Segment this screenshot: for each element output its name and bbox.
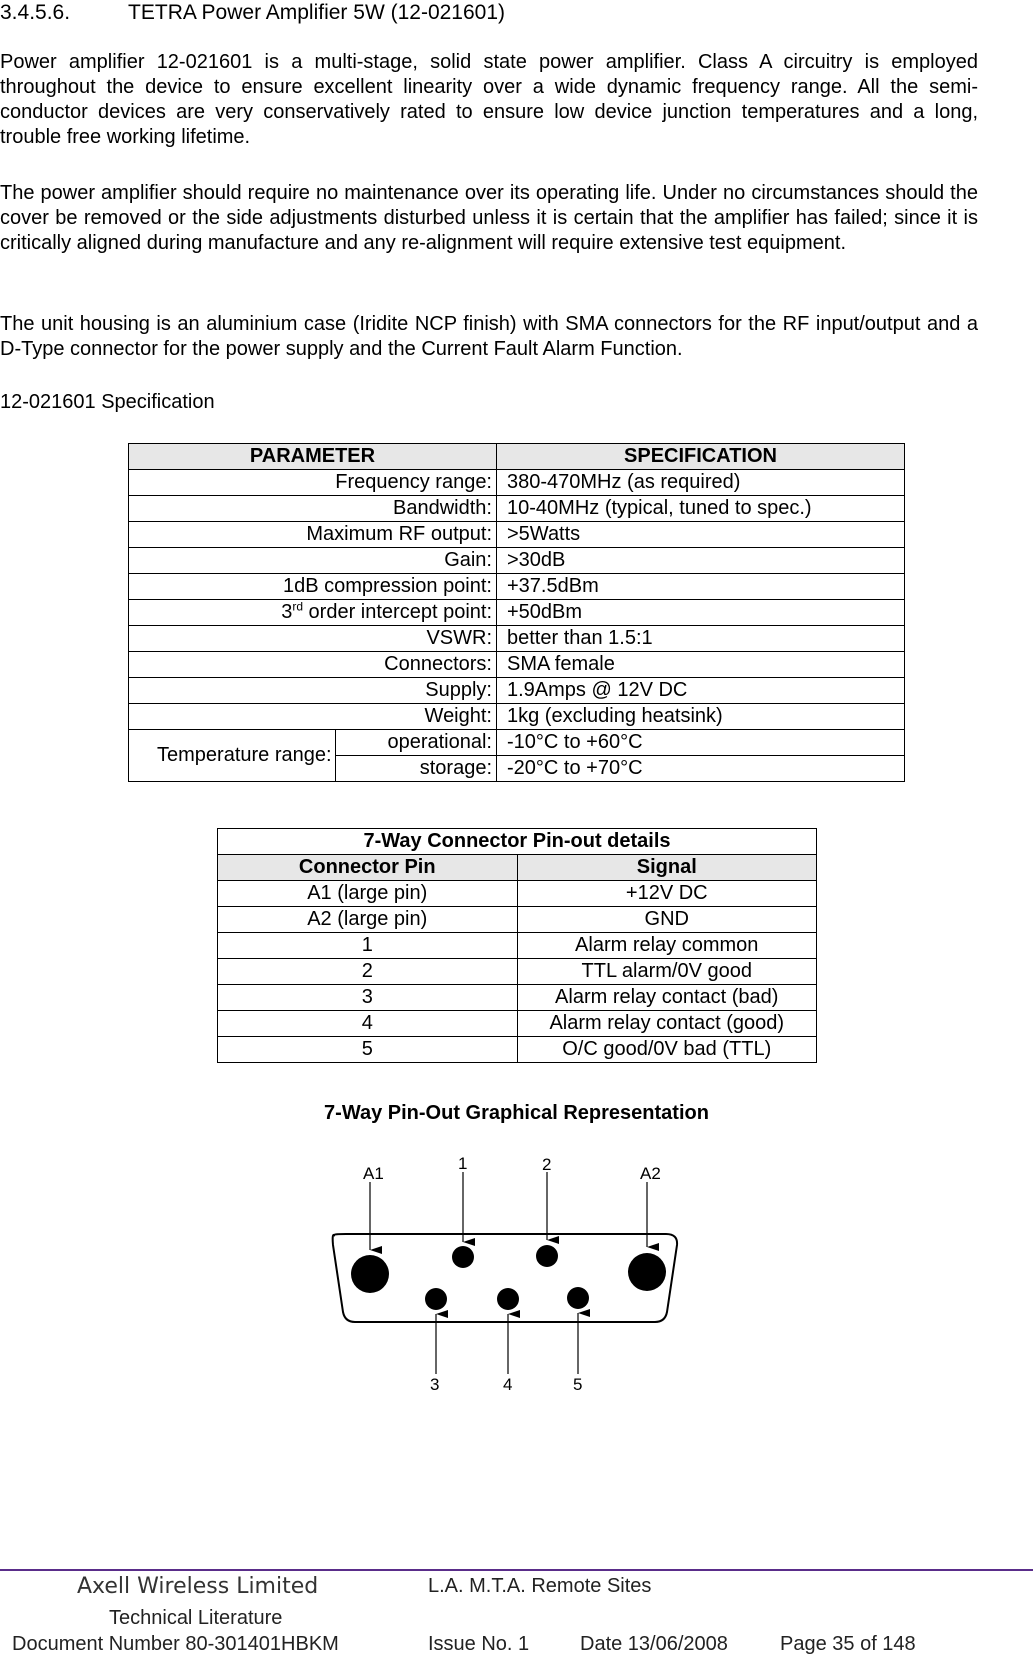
spec-value: 380-470MHz (as required) xyxy=(497,470,905,496)
spec-row xyxy=(129,678,905,704)
spec-param: Weight: xyxy=(129,704,497,730)
pinout-pin: 2 xyxy=(218,959,518,985)
pinout-title-row xyxy=(218,829,817,855)
footer-site: L.A. M.T.A. Remote Sites xyxy=(428,1575,652,1597)
pinout-row xyxy=(218,1011,817,1037)
section-title: TETRA Power Amplifier 5W (12-021601) xyxy=(128,1,506,24)
pinout-row xyxy=(218,881,817,907)
spec-value: 10-40MHz (typical, tuned to spec.) xyxy=(497,496,905,522)
temperature-storage-label: storage: xyxy=(335,756,496,782)
spec-value: >30dB xyxy=(497,548,905,574)
pin-1 xyxy=(452,1246,474,1268)
paragraph-maintenance: The power amplifier should require no maintenance over its operating life. Under no circumstances should the cover be removed or the side adjustments disturbed unless it is certain that the amplifier has failed; since it is critically aligned during manufacture and any re-alignment will require extensive test equipment. xyxy=(0,182,978,254)
pinout-signal: TTL alarm/0V good xyxy=(517,959,817,985)
spec-row-temperature-operational xyxy=(129,730,905,756)
spec-row xyxy=(129,522,905,548)
spec-value: 1.9Amps @ 12V DC xyxy=(497,678,905,704)
spec-row xyxy=(129,626,905,652)
pinout-row xyxy=(218,1037,817,1063)
graphic-title: 7-Way Pin-Out Graphical Representation xyxy=(324,1102,709,1124)
pinout-table xyxy=(217,828,817,1063)
pinout-signal: Alarm relay contact (good) xyxy=(517,1011,817,1037)
footer-doc-number: Document Number 80-301401HBKM xyxy=(12,1633,339,1655)
spec-value: better than 1.5:1 xyxy=(497,626,905,652)
pin-a2 xyxy=(628,1253,666,1291)
spec-value: 1kg (excluding heatsink) xyxy=(497,704,905,730)
pinout-pin: 4 xyxy=(218,1011,518,1037)
pinout-header-row xyxy=(218,855,817,881)
spec-value: +37.5dBm xyxy=(497,574,905,600)
pinout-row xyxy=(218,907,817,933)
footer-page: Page 35 of 148 xyxy=(780,1633,916,1655)
pinout-signal: +12V DC xyxy=(517,881,817,907)
pinout-signal: Alarm relay contact (bad) xyxy=(517,985,817,1011)
spec-heading: 12-021601 Specification xyxy=(0,391,215,413)
spec-param-superscript: rd xyxy=(292,599,303,614)
label-1: 1 xyxy=(458,1154,468,1173)
pin-5 xyxy=(567,1287,589,1309)
temperature-label: Temperature range: xyxy=(129,730,336,782)
temperature-operational-label: operational: xyxy=(335,730,496,756)
spec-header-parameter: PARAMETER xyxy=(129,444,497,470)
pinout-pin: A2 (large pin) xyxy=(218,907,518,933)
pinout-row xyxy=(218,959,817,985)
pinout-pin: 1 xyxy=(218,933,518,959)
pinout-pin: 3 xyxy=(218,985,518,1011)
pinout-row xyxy=(218,933,817,959)
footer-divider xyxy=(0,1569,1033,1571)
temperature-storage-value: -20°C to +70°C xyxy=(497,756,905,782)
footer-company: Axell Wireless Limited xyxy=(77,1574,319,1599)
paragraph-intro: Power amplifier 12-021601 is a multi-stage, solid state power amplifier. Class A circuitry is employed throughout the device to ensure excellent linearity over a wide dynamic frequency range. All the semi-conductor devices are very conservatively rated to ensure low device junction temperatures and a long, trouble free working lifetime. xyxy=(0,51,978,148)
d-type-connector-diagram xyxy=(320,1150,700,1400)
pinout-signal: O/C good/0V bad (TTL) xyxy=(517,1037,817,1063)
pin-4 xyxy=(497,1288,519,1310)
spec-param: 1dB compression point: xyxy=(129,574,497,600)
spec-param xyxy=(129,600,497,626)
temperature-operational-value: -10°C to +60°C xyxy=(497,730,905,756)
pin-2 xyxy=(536,1245,558,1267)
spec-param: Bandwidth: xyxy=(129,496,497,522)
pinout-signal: GND xyxy=(517,907,817,933)
label-a2: A2 xyxy=(640,1164,661,1183)
spec-row xyxy=(129,704,905,730)
pin-a1 xyxy=(351,1255,389,1293)
pinout-title: 7-Way Connector Pin-out details xyxy=(218,829,817,855)
pinout-row xyxy=(218,985,817,1011)
pinout-header-pin: Connector Pin xyxy=(218,855,518,881)
spec-value: +50dBm xyxy=(497,600,905,626)
spec-param-text: order intercept point: xyxy=(303,601,492,623)
spec-param: Frequency range: xyxy=(129,470,497,496)
spec-header-specification: SPECIFICATION xyxy=(497,444,905,470)
section-heading xyxy=(0,0,505,25)
spec-value: >5Watts xyxy=(497,522,905,548)
pinout-signal: Alarm relay common xyxy=(517,933,817,959)
label-5: 5 xyxy=(573,1375,583,1394)
label-a1: A1 xyxy=(363,1164,384,1183)
spec-param: Supply: xyxy=(129,678,497,704)
spec-row xyxy=(129,496,905,522)
spec-row xyxy=(129,470,905,496)
label-3: 3 xyxy=(430,1375,440,1394)
specification-table xyxy=(128,443,905,782)
pinout-header-signal: Signal xyxy=(517,855,817,881)
spec-header-row xyxy=(129,444,905,470)
spec-row xyxy=(129,548,905,574)
spec-param: VSWR: xyxy=(129,626,497,652)
spec-row xyxy=(129,574,905,600)
spec-row xyxy=(129,652,905,678)
pinout-pin: 5 xyxy=(218,1037,518,1063)
spec-param: Connectors: xyxy=(129,652,497,678)
footer-date: Date 13/06/2008 xyxy=(580,1633,728,1655)
section-number: 3.4.5.6. xyxy=(0,1,71,24)
spec-value: SMA female xyxy=(497,652,905,678)
label-2: 2 xyxy=(542,1155,552,1174)
spec-param: Maximum RF output: xyxy=(129,522,497,548)
spec-param: Gain: xyxy=(129,548,497,574)
label-4: 4 xyxy=(503,1375,513,1394)
pin-3 xyxy=(425,1288,447,1310)
footer-issue: Issue No. 1 xyxy=(428,1633,530,1655)
pinout-pin: A1 (large pin) xyxy=(218,881,518,907)
spec-row xyxy=(129,600,905,626)
footer-subtitle: Technical Literature xyxy=(109,1607,283,1629)
paragraph-housing: The unit housing is an aluminium case (Iridite NCP finish) with SMA connectors for the RF input/output and a D-Type connector for the power supply and the Current Fault Alarm Function. xyxy=(0,313,978,360)
spec-param-ordinal: 3 xyxy=(281,601,293,623)
